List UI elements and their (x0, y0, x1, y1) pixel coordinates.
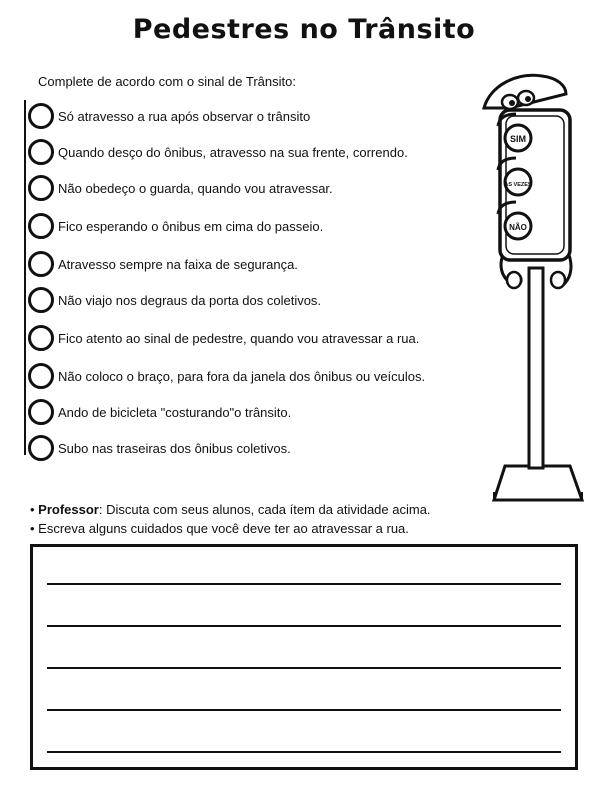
write-text: Escreva alguns cuidados que você deve ter ao atravessar a rua. (38, 521, 409, 536)
list-item (20, 430, 291, 466)
page-title: Pedestres no Trânsito (132, 14, 476, 45)
item-text: Atravesso sempre na faixa de segurança. (58, 256, 298, 272)
answer-circle[interactable] (28, 213, 54, 239)
write-instruction: • Escreva alguns cuidados que você deve ter ao atravessar a rua. (30, 521, 409, 536)
answer-circle[interactable] (28, 175, 54, 201)
writing-line[interactable] (47, 625, 561, 627)
list-item (20, 208, 323, 244)
writing-line[interactable] (47, 583, 561, 585)
list-item (20, 134, 408, 170)
item-text: Fico esperando o ônibus em cima do passeio. (58, 218, 324, 234)
list-item (20, 320, 419, 356)
answer-circle[interactable] (28, 139, 54, 165)
item-text: Subo nas traseiras dos ônibus coletivos. (58, 440, 291, 456)
lamp-label-nao: NÃO (509, 223, 527, 232)
item-text: Ando de bicicleta "costurando"o trânsito. (58, 404, 292, 420)
item-text: Só atravesso a rua após observar o trânsito (58, 108, 311, 124)
writing-line[interactable] (47, 709, 561, 711)
instruction-text: Complete de acordo com o sinal de Trânsito: (38, 74, 296, 89)
list-item (20, 98, 310, 134)
lamp-label-sim: SIM (509, 134, 527, 144)
teacher-notes (30, 502, 431, 540)
item-text: Quando desço do ônibus, atravesso na sua frente, correndo. (58, 144, 408, 160)
answer-circle[interactable] (28, 287, 54, 313)
item-text: Não viajo nos degraus da porta dos coletivos. (58, 292, 322, 308)
item-text: Fico atento ao sinal de pedestre, quando vou atravessar a rua. (58, 330, 420, 346)
answer-circle[interactable] (28, 399, 54, 425)
answer-circle[interactable] (28, 363, 54, 389)
list-item (20, 246, 298, 282)
traffic-light-illustration (470, 68, 600, 508)
professor-label: Professor (38, 502, 99, 517)
item-text: Não obedeço o guarda, quando vou atravessar. (58, 180, 333, 196)
answer-circle[interactable] (28, 103, 54, 129)
list-item (20, 394, 291, 430)
item-text: Não coloco o braço, para fora da janela dos ônibus ou veículos. (58, 368, 426, 384)
professor-text: : Discuta com seus alunos, cada ítem da atividade acima. (98, 502, 431, 517)
answer-circle[interactable] (28, 251, 54, 277)
list-item (20, 282, 321, 318)
writing-line[interactable] (47, 667, 561, 669)
list-item (20, 358, 425, 394)
lamp-label-as-vezes: ÀS VEZES (504, 182, 532, 188)
writing-line[interactable] (47, 751, 561, 753)
answer-circle[interactable] (28, 325, 54, 351)
answer-box[interactable] (30, 544, 578, 770)
list-item (20, 170, 333, 206)
answer-circle[interactable] (28, 435, 54, 461)
professor-note: • Professor: Discuta com seus alunos, cada ítem da atividade acima. (30, 502, 431, 517)
